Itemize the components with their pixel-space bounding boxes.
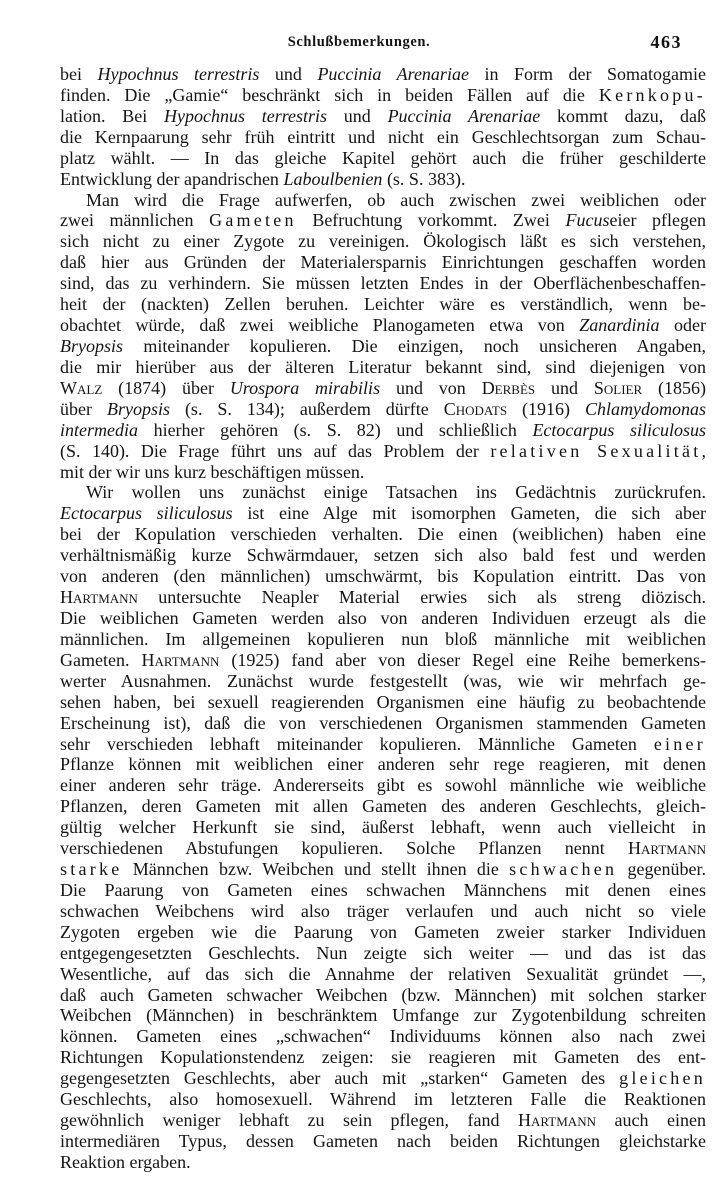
text-run: schwachen Weibchens wird also träger verlaufen und auch nicht so viele [60,900,706,921]
text-line [60,210,706,231]
text-run: ist eine Alge mit isomorphen Gameten, die sich aber [232,503,706,524]
text-run: sind, das zu verhindern. Sie müssen letzten Endes in der Oberflächenbeschaffen- [60,273,706,294]
text-run: gültig welcher Herkunft sie sind, äußerst lebhaft, wenn auch vielleicht in [60,817,706,838]
text-run: über [60,398,107,419]
text-line [60,1089,706,1110]
text-line [60,964,706,985]
text-run: und [535,377,594,398]
text-line [60,671,706,692]
paragraph [60,482,706,1172]
text-run: werter Ausnahmen. Zunächst wurde festgestellt (was, wie wir mehrfach ge- [60,670,706,691]
text-run: (1874) über [102,377,230,398]
text-run: die Kernpaarung sehr früh eintritt und nicht ein Geschlechtsorgan zum Schau- [60,126,706,147]
italic-taxon-name: Hypochnus terrestris [163,105,328,126]
paragraph [60,64,706,190]
text-line [60,190,706,211]
text-line [60,85,706,106]
text-run: kommt dazu, daß [540,105,706,126]
text-run: Man wird die Frage aufwerfen, ob auch zwischen zwei weiblichen oder [86,189,706,210]
text-run: Entwicklung der apandrischen [60,168,284,189]
text-line [60,441,706,462]
text-run: lation. Bei [60,105,164,126]
text-run: können. Gameten eines „schwachen“ Individuums können also nach zwei [60,1026,706,1047]
spaced-emphasis: einer [653,733,706,754]
text-run: zwei männlichen [60,210,210,231]
text-line [60,985,706,1006]
text-line [60,817,706,838]
text-line [60,1005,706,1026]
text-line [60,629,706,650]
text-run: finden. Die „Gamie“ beschränkt sich in beiden Fällen auf die [60,84,599,105]
text-run: (S. 140). Die Frage führt uns auf das Problem der [60,440,491,461]
text-line [60,524,706,545]
text-line [60,754,706,775]
text-run: obachtet würde, daß zwei weibliche Planogameten etwa von [60,315,580,336]
text-line [60,608,706,629]
text-run: mit der wir uns kurz beschäftigen müssen. [60,461,365,482]
text-run: miteinander kopulieren. Die einzigen, noch unsicheren Angaben, [123,335,706,356]
text-line [60,357,706,378]
text-line [60,273,706,294]
spaced-emphasis: relativen Sexualität [490,440,702,461]
italic-taxon-name: Bryopsis [106,398,170,419]
author-name: Chodats [443,398,508,419]
author-name: Solier [593,377,643,398]
text-run: gegenüber. [617,859,706,880]
text-line [60,880,706,901]
text-line [60,901,706,922]
text-run: hierher gehören (s. S. 82) und schließlich [138,419,533,440]
text-run: platz wählt. — In das gleiche Kapitel gehört auch die früher geschilderte [60,147,706,168]
italic-taxon-name: Zanardinia [579,315,660,336]
text-run: (s. S. 383). [382,168,466,189]
spaced-emphasis: gleichen [619,1068,706,1089]
text-line [60,838,706,859]
author-name: Hartmann [628,838,706,859]
text-run: sehr verschieden lebhaft miteinander kopulieren. Männliche Gameten [60,733,654,754]
text-line [60,650,706,671]
text-run: Gameten. [60,649,142,670]
text-run: (1856) [642,377,707,398]
text-run: verhältnismäßig kurze Schwärmdauer, setzen sich also bald fest und werden [60,545,706,566]
text-run: bei [60,64,98,84]
italic-taxon-name: Laboulbenien [283,168,383,189]
text-run: Die Paarung von Gameten eines schwachen Männchens mit denen eines [60,879,706,900]
text-run: Wesentliche, auf das sich die Annahme der relativen Sexualität gründet —, [60,963,706,984]
text-run: männlichen. Im allgemeinen kopulieren nun bloß männliche mit weiblichen [60,628,706,649]
author-name: Hartmann [518,1110,596,1131]
text-line [60,503,706,524]
italic-taxon-name: Ectocarpus siliculosus [60,503,233,524]
text-run: sich nicht zu einer Zygote zu vereinigen. Ökologisch läßt es sich verstehen, [60,231,706,252]
text-run: Geschlechts, also homosexuell. Während im letzteren Falle die Reaktionen [60,1089,706,1110]
text-run: , [701,440,706,461]
author-name: Hartmann [141,649,220,670]
text-run: daß hier aus Gründen der Materialersparnis Einrichtungen geschaffen worden [60,252,706,273]
text-line [60,1068,706,1089]
text-run: in Form der Somatogamie [468,64,707,84]
text-line [60,566,706,587]
italic-taxon-name: Ectocarpus siliculosus [532,419,706,440]
text-line [60,692,706,713]
text-line [60,231,706,252]
text-run: und [327,105,388,126]
text-run: Befruchtung vorkommt. Zwei [296,210,566,231]
text-run: Männchen bzw. Weibchen und stellt ihnen die [122,859,510,880]
text-line [60,294,706,315]
text-run: und [259,64,318,84]
text-line [60,734,706,755]
text-run: Zygoten ergeben wie die Paarung von Gameten zweier starker Individuen [60,921,706,942]
text-run: Erscheinung ist), daß die von verschiedenen Organismen stammenden Gameten [60,712,706,733]
text-line [60,315,706,336]
text-line [60,943,706,964]
text-run: Pflanze können mit weiblichen einer anderen sehr rege reagieren, mit denen [60,754,706,775]
text-line [60,420,706,441]
text-run: gegengesetzten Geschlechts, aber auch mit „starken“ Gameten des [60,1068,620,1089]
text-line [60,545,706,566]
author-name: Derbès [481,377,536,398]
paragraph [60,190,706,483]
spaced-emphasis: Gameten [209,210,297,231]
text-run: Wir wollen uns zunächst einige Tatsachen ins Gedächtnis zurückrufen. [86,482,706,503]
text-line [60,252,706,273]
text-line [60,1110,706,1131]
text-run: die mir hierüber aus der älteren Literatur bekannt sind, sind diejenigen von [60,356,706,377]
text-line [60,796,706,817]
text-line [60,1047,706,1068]
text-line [60,1131,706,1152]
text-run: entgegengesetzten Geschlechts. Nun zeigte sich weiter — und das ist das [60,942,706,963]
text-run: untersuchte Neapler Material erwies sich als streng diözisch. [137,587,706,608]
spaced-emphasis: Kernkopu- [598,84,706,105]
text-run: Weibchen (Männchen) in beschränktem Umfange zur Zygotenbildung schreiten [60,1005,706,1026]
text-run: einer anderen sehr träge. Andererseits gibt es sowohl männliche wie weibliche [60,775,706,796]
text-line [60,587,706,608]
text-line [60,1026,706,1047]
spaced-emphasis: schwachen [509,859,618,880]
text-run: Die weiblichen Gameten werden also von anderen Individuen erzeugt als die [60,607,706,628]
text-run: intermediären Typus, dessen Gameten nach beiden Richtungen gleichstarke [60,1131,706,1152]
italic-taxon-name: Bryopsis [60,335,123,356]
text-line [60,922,706,943]
text-run: auch einen [595,1110,706,1131]
text-line [60,336,706,357]
text-run: verschiedenen Abstufungen kopulieren. Solche Pflanzen nennt [60,838,629,859]
text-line [60,859,706,880]
text-line [60,127,706,148]
body-text [60,64,706,1173]
spaced-emphasis: starke [60,859,123,880]
text-run: bei der Kopulation verschieden verhalten. Die einen (weiblichen) haben eine [60,524,706,545]
running-head: Schlußbemerkungen. [287,34,431,50]
text-line [60,399,706,420]
italic-taxon-name: intermedia [60,419,138,440]
text-run: sehen haben, bei sexuell reagierenden Organismen eine häufig zu beobachtende [60,691,706,712]
text-run: oder [659,315,707,336]
author-name: Hartmann [60,587,138,608]
text-run: und von [380,377,482,398]
text-line [60,462,706,483]
page-number: 463 [650,32,682,52]
italic-taxon-name: Fucus [565,210,610,231]
text-run: Reaktion ergaben. [60,1151,191,1172]
text-line [60,713,706,734]
text-run: (1925) fand aber von dieser Regel eine Reihe bemerkens- [219,649,707,670]
text-line [60,1152,706,1173]
text-run: (s. S. 134); außerdem dürfte [169,398,444,419]
text-run: Pflanzen, deren Gameten mit allen Gameten des anderen Geschlechts, gleich- [60,796,706,817]
text-run: Richtungen Kopulationstendenz zeigen: sie reagieren mit Gameten des ent- [60,1047,706,1068]
text-run: (1916) [507,398,585,419]
text-run: heit der (nackten) Zellen beruhen. Leichter wäre es verständlich, wenn be- [60,294,706,315]
text-line [60,482,706,503]
text-line [60,106,706,127]
text-run: eier pflegen [609,210,706,231]
text-line [60,64,706,85]
text-run: von anderen (den männlichen) umschwärmt, bis Kopulation eintritt. Das von [60,566,706,587]
text-line [60,169,706,190]
italic-taxon-name: Urospora mirabilis [229,377,381,398]
text-line [60,775,706,796]
italic-taxon-name: Hypochnus terrestris [97,64,260,84]
italic-taxon-name: Puccinia Arenariae [317,64,469,84]
text-run: daß auch Gameten schwacher Weibchen (bzw. Männchen) mit solchen starker [60,984,706,1005]
text-run: gewöhnlich weniger lebhaft zu sein pflegen, fand [60,1110,519,1131]
italic-taxon-name: Puccinia Arenariae [387,105,541,126]
text-line [60,378,706,399]
italic-taxon-name: Chlamydomonas [585,398,706,419]
author-name: Walz [60,377,103,398]
text-line [60,148,706,169]
